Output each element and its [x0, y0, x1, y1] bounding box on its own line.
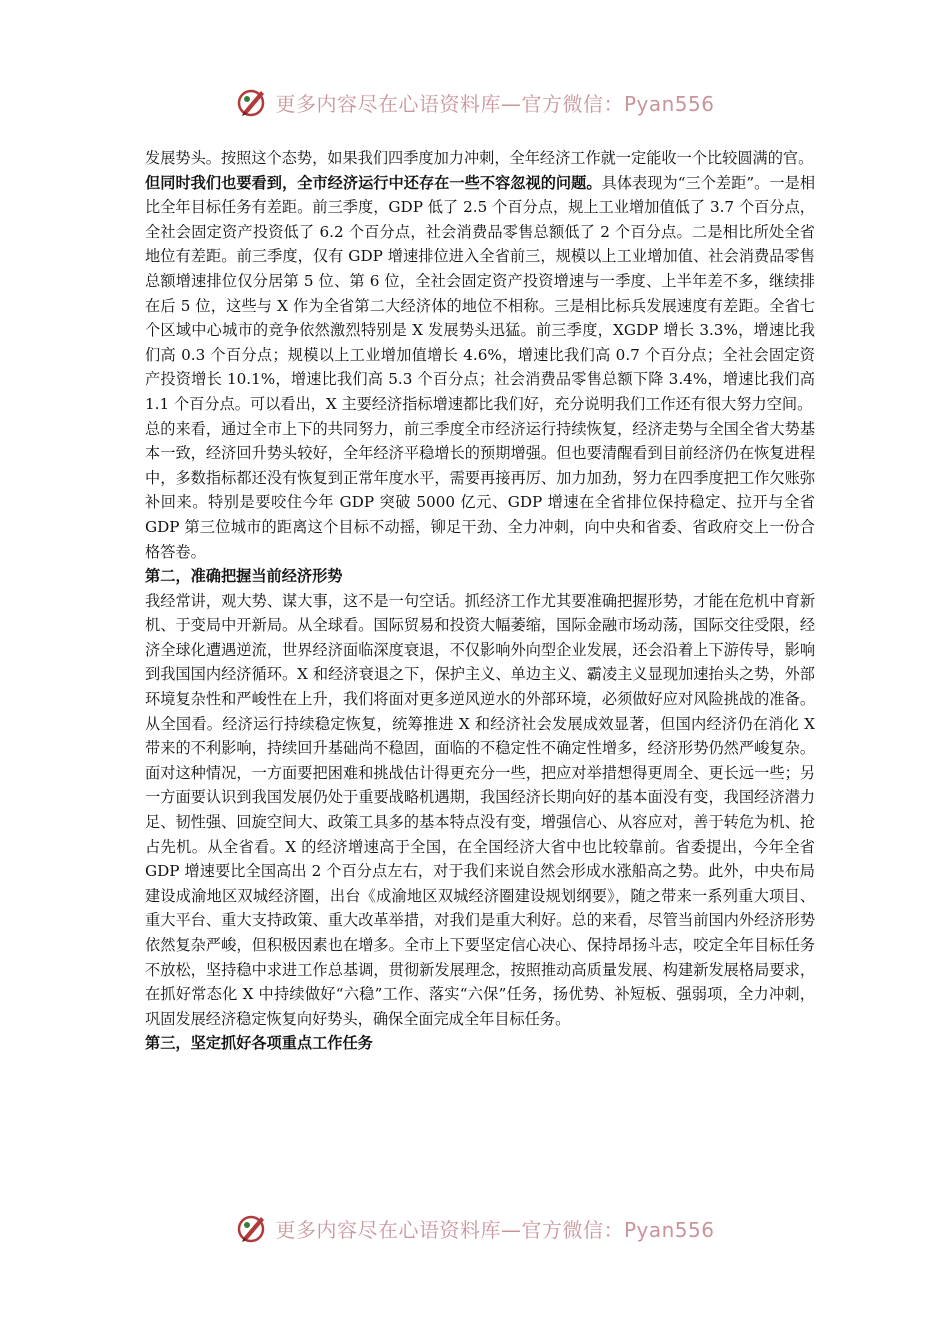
document-body: [145, 146, 815, 1056]
section-heading-second: 第二，准确把握当前经济形势: [145, 567, 343, 586]
paragraph: 我经常讲，观大势、谋大事，这不是一句空话。抓经济工作尤其要准确把握形势，才能在危机中育新机、于变局中开新局。从全球看。国际贸易和投资大幅萎缩，国际金融市场动荡，国际交往受限，经济全球化遭遇逆流，世界经济面临深度衰退，不仅影响外向型企业发展，还会沿着上下游传导，影响到我国国内经济循环。X 和经济衰退之下，保护主义、单边主义、霸凌主义显现加速抬头之势，外部环境复杂性和严峻性在上升，我们将面对更多逆风逆水的外部环境，必须做好应对风险挑战的准备。从全国看。经济运行持续稳定恢复，统筹推进 X 和经济社会发展成效显著，但国内经济仍在消化 X 带来的不利影响，持续回升基础尚不稳固，面临的不稳定性不确定性增多，经济形势仍然严峻复杂。面对这种情况，一方面要把困难和挑战估计得更充分一些，把应对举措想得更周全、更长远一些；另一方面要认识到我国发展仍处于重要战略机遇期，我国经济长期向好的基本面没有变，我国经济潜力足、韧性强、回旋空间大、政策工具多的基本特点没有变，增强信心、从容应对，善于转危为机、抢占先机。从全省看。X 的经济增速高于全国，在全国经济大省中也比较靠前。省委提出，今年全省 GDP 增速要比全国高出 2 个百分点左右，对于我们来说自然会形成水涨船高之势。此外，中央布局建设成渝地区双城经济圈，出台《成渝地区双城经济圈建设规划纲要》，随之带来一系列重大项目、重大平台、重大支持政策、重大改革举措，对我们是重大利好。总的来看，尽管当前国内外经济形势依然复杂严峻，但积极因素也在增多。全市上下要坚定信心决心、保持昂扬斗志，咬定全年目标任务不放松，坚持稳中求进工作总基调，贯彻新发展理念，按照推动高质量发展、构建新发展格局要求，在抓好常态化 X 中持续做好“六稳”工作、落实“六保”任务，扬优势、补短板、强弱项，全力冲刺，巩固发展经济稳定恢复向好势头，确保全面完成全年目标任务。: [145, 591, 815, 1028]
paragraph: 发展势头。按照这个态势，如果我们四季度加力冲刺，全年经济工作就一定能收一个比较圆满的官。: [145, 149, 814, 167]
watermark-header: [0, 82, 950, 122]
pen-logo-icon: [235, 1211, 269, 1245]
paragraph-text: 具体表现为“三个差距”。一是相比全年目标任务有差距。前三季度，GDP 低了 2.5 个百分点，规上工业增加值低了 3.7 个百分点，全社会固定资产投资低了 6.2 个百分点，社会消费品零售总额低了 2 个百分点。二是相比所处全省地位有差距。前三季度，仅有 GDP 增速排位进入全省前三，规模以上工业增加值、社会消费品零售总额增速排位仅分居第 5 位、第 6 位，全社会固定资产投资增速与一季度、上半年差不多，继续排在后 5 位，这些与 X 作为全省第二大经济体的地位不相称。三是相比标兵发展速度有差距。全省七个区域中心城市的竞争依然激烈特别是 X 发展势头迅猛。前三季度，XGDP 增长 3.3%，增速比我们高 0.3 个百分点；规模以上工业增加值增长 4.6%，增速比我们高 0.7 个百分点；全社会固定资产投资增长 10.1%，增速比我们高 5.3 个百分点；社会消费品零售总额下降 3.4%，增速比我们高 1.1 个百分点。可以看出，X 主要经济指标增速都比我们好，充分说明我们工作还有很大努力空间。: [145, 173, 816, 413]
watermark-text: 更多内容尽在心语资料库—官方微信：Pyan556: [275, 91, 715, 116]
bold-lead-sentence: 但同时我们也要看到，全市经济运行中还存在一些不容忽视的问题。: [145, 173, 602, 192]
pen-logo-icon: [235, 85, 269, 119]
section-heading-third: 第三，坚定抓好各项重点工作任务: [145, 1034, 373, 1053]
paragraph: 总的来看，通过全市上下的共同努力，前三季度全市经济运行持续恢复，经济走势与全国全省大势基本一致，经济回升势头较好，全年经济平稳增长的预期增强。但也要清醒看到目前经济仍在恢复进程中，多数指标都还没有恢复到正常年度水平，需要再接再厉、加力加劲，努力在四季度把工作欠账弥补回来。特别是要咬住今年 GDP 突破 5000 亿元、GDP 增速在全省排位保持稳定、拉开与全省 GDP 第三位城市的距离这个目标不动摇，铆足干劲、全力冲刺，向中央和省委、省政府交上一份合格答卷。: [145, 419, 815, 561]
watermark-footer: [0, 1208, 950, 1248]
watermark-text: 更多内容尽在心语资料库—官方微信：Pyan556: [275, 1217, 715, 1242]
paragraph: [145, 171, 815, 417]
